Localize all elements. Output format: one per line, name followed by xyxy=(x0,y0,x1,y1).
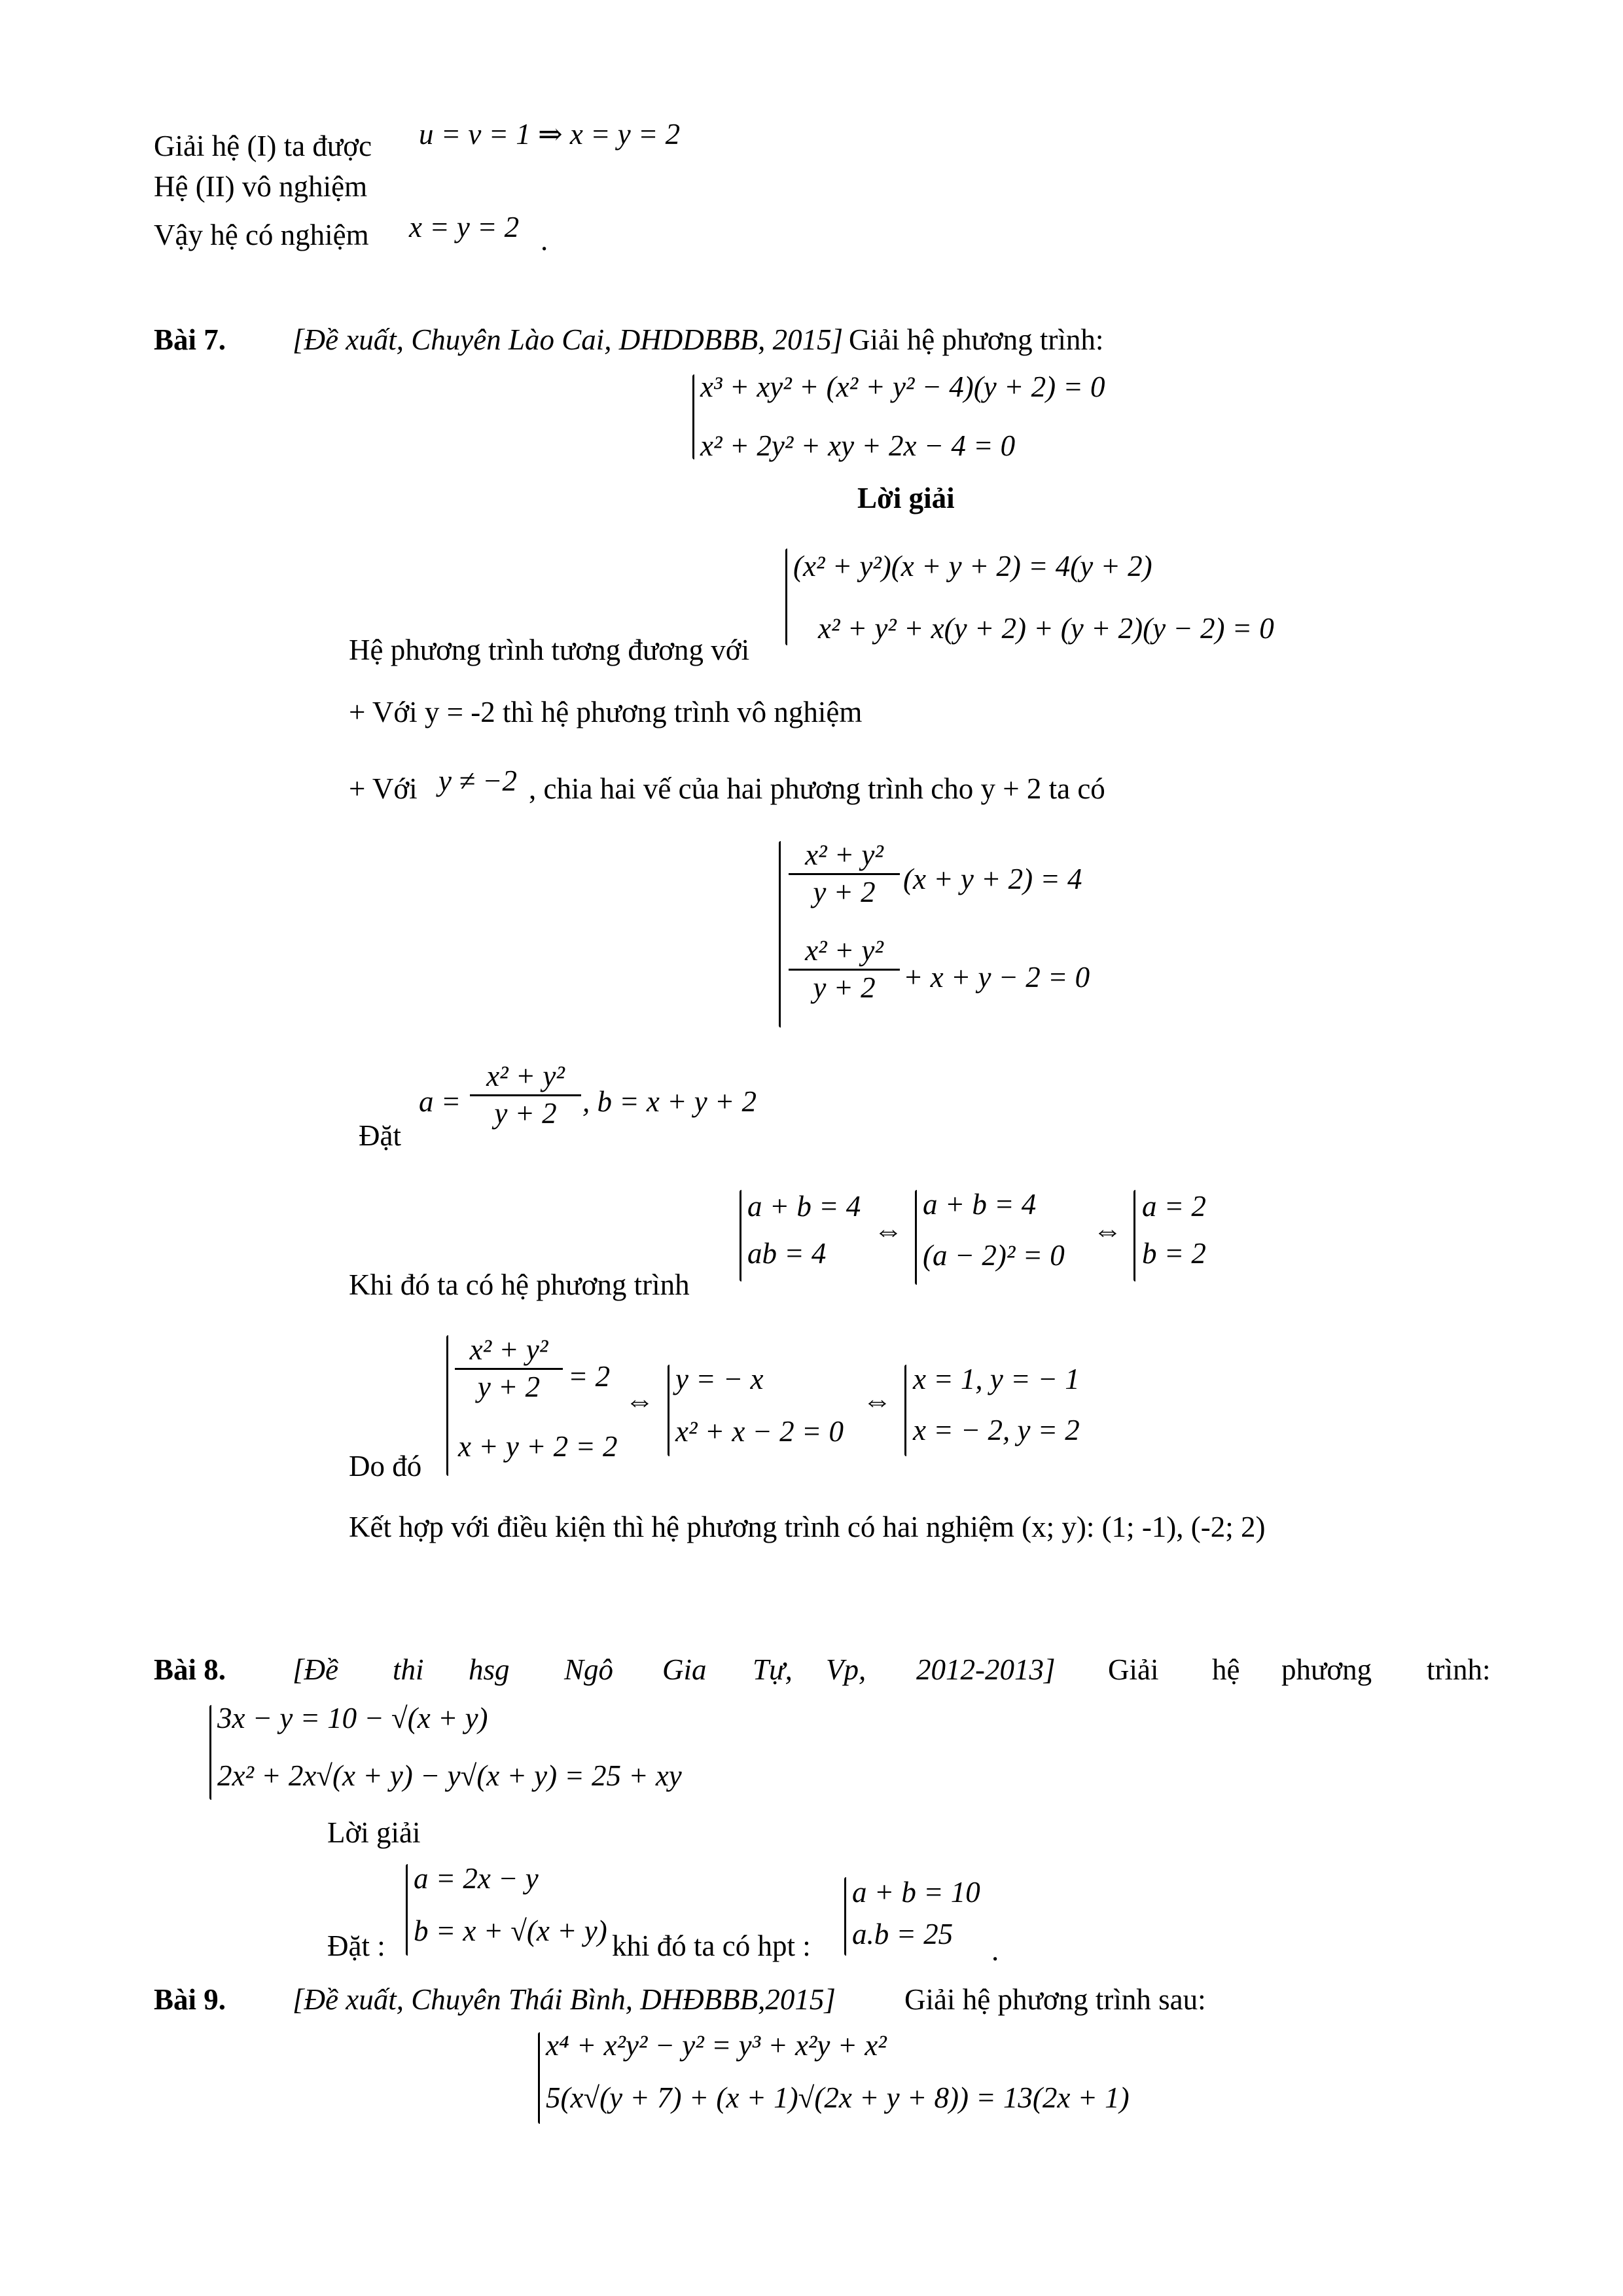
bai7-equiv-eq1: (x² + y²)(x + y + 2) = 4(y + 2) xyxy=(793,550,1152,583)
bai8-source-word: thi xyxy=(393,1653,424,1686)
bai7-sysC-brace xyxy=(1133,1190,1135,1282)
bai8-source-word: Tự, xyxy=(753,1653,793,1686)
equiv-sign: ⇔ xyxy=(874,1214,903,1247)
bai9-label: Bài 9. xyxy=(154,1983,226,2016)
bai7-solution-title: Lời giải xyxy=(857,482,955,514)
fraction-bar xyxy=(789,873,900,875)
bai9-system-brace xyxy=(538,2032,540,2124)
bai8-task-word: trình: xyxy=(1427,1653,1491,1686)
bai7-sysA2: ab = 4 xyxy=(747,1237,827,1270)
bai7-case2-math: y ≠ −2 xyxy=(438,764,518,797)
bai8-source-word: Ngô xyxy=(564,1653,614,1686)
bai7-eq2: x² + 2y² + xy + 2x − 4 = 0 xyxy=(700,429,1016,462)
bai7-sysD-frac xyxy=(455,1334,563,1403)
bai8-source-word: Vp, xyxy=(826,1653,866,1686)
bai7-sysA-brace xyxy=(740,1190,741,1282)
bai8-hpt1: a + b = 10 xyxy=(852,1876,980,1909)
bai8-task-word: Giải xyxy=(1108,1653,1159,1686)
frac-denominator: y + 2 xyxy=(477,1370,541,1403)
bai7-set-label: Đặt xyxy=(359,1119,401,1152)
bai7-sysF1: x = 1, y = − 1 xyxy=(913,1363,1080,1395)
frac-numerator: x² + y² xyxy=(486,1060,565,1092)
bai8-solution-title: Lời giải xyxy=(327,1816,421,1849)
bai7-set-b: , b = x + y + 2 xyxy=(582,1085,757,1118)
bai7-div-eq1-rest: (x + y + 2) = 4 xyxy=(903,863,1082,895)
bai7-label: Bài 7. xyxy=(154,323,226,356)
bai7-div-eq2-rest: + x + y − 2 = 0 xyxy=(903,961,1090,994)
frac-denominator: y + 2 xyxy=(813,875,876,908)
bai8-eq2: 2x² + 2x√(x + y) − y√(x + y) = 25 + xy xyxy=(217,1759,682,1792)
result-period: . xyxy=(541,224,548,257)
bai7-sysA1: a + b = 4 xyxy=(747,1190,861,1223)
bai7-case2-prefix: + Với xyxy=(349,772,418,805)
bai8-source-word: Gia xyxy=(662,1653,707,1686)
bai7-case2-suffix: , chia hai vế của hai phương trình cho y + 2 ta có xyxy=(529,772,1105,805)
bai8-hpt-brace xyxy=(844,1877,846,1956)
bai8-system-brace xyxy=(209,1705,211,1800)
bai7-system-brace xyxy=(692,374,694,459)
fraction-bar xyxy=(455,1368,563,1370)
bai9-eq2: 5(x√(y + 7) + (x + 1)√(2x + y + 8)) = 13(2x + 1) xyxy=(546,2081,1130,2114)
bai7-sysB1: a + b = 4 xyxy=(923,1188,1037,1221)
bai7-set-frac xyxy=(470,1060,581,1130)
bai7-then-text: Khi đó ta có hệ phương trình xyxy=(349,1268,690,1301)
bai7-sysF2: x = − 2, y = 2 xyxy=(913,1414,1080,1446)
bai7-case1: + Với y = -2 thì hệ phương trình vô nghiệm xyxy=(349,696,863,728)
bai8-source-word: [Đề xyxy=(293,1653,338,1686)
result-math-1: u = v = 1 ⇒ x = y = 2 xyxy=(419,118,681,151)
bai7-frac-1 xyxy=(789,839,900,908)
bai9-eq1: x⁴ + x²y² − y² = y³ + x²y + x² xyxy=(546,2029,887,2062)
bai7-sysC1: a = 2 xyxy=(1142,1190,1206,1223)
bai7-task: Giải hệ phương trình: xyxy=(849,323,1104,356)
bai7-equiv-brace xyxy=(785,548,787,645)
bai8-then-text: khi đó ta có hpt : xyxy=(612,1929,811,1962)
bai7-sysE2: x² + x − 2 = 0 xyxy=(675,1415,844,1448)
result-text-2: Hệ (II) vô nghiệm xyxy=(154,170,368,203)
bai7-conclusion: Kết hợp với điều kiện thì hệ phương trình có hai nghiệm (x; y): (1; -1), (-2; 2) xyxy=(349,1511,1266,1543)
bai8-task-word: phương xyxy=(1281,1653,1372,1686)
bai7-sysD2: x + y + 2 = 2 xyxy=(458,1430,618,1463)
bai7-set-a: a = xyxy=(419,1085,461,1118)
bai7-sysD1-rest: = 2 xyxy=(568,1360,611,1393)
bai8-set-label: Đặt : xyxy=(327,1929,385,1962)
bai7-sysF-brace xyxy=(904,1365,906,1456)
bai8-end: . xyxy=(991,1934,999,1967)
fraction-bar xyxy=(470,1094,581,1096)
frac-denominator: y + 2 xyxy=(494,1096,557,1130)
bai7-frac-2 xyxy=(789,935,900,1004)
bai7-sysC2: b = 2 xyxy=(1142,1237,1206,1270)
bai7-sysE1: y = − x xyxy=(675,1363,764,1395)
result-text-1: Giải hệ (I) ta được xyxy=(154,130,372,162)
bai7-eq1: x³ + xy² + (x² + y² − 4)(y + 2) = 0 xyxy=(700,370,1105,403)
bai9-task: Giải hệ phương trình sau: xyxy=(904,1983,1206,2016)
result-text-3: Vậy hệ có nghiệm xyxy=(154,219,369,251)
bai7-sysB2: (a − 2)² = 0 xyxy=(923,1239,1065,1272)
bai7-sysB-brace xyxy=(915,1190,917,1285)
fraction-bar xyxy=(789,969,900,971)
frac-denominator: y + 2 xyxy=(813,971,876,1004)
equiv-sign: ⇔ xyxy=(1093,1214,1122,1247)
bai8-source-word: hsg xyxy=(469,1653,510,1686)
bai8-task-word: hệ xyxy=(1212,1653,1240,1686)
bai7-equiv-eq2: x² + y² + x(y + 2) + (y + 2)(y − 2) = 0 xyxy=(818,612,1274,645)
frac-numerator: x² + y² xyxy=(805,934,883,967)
bai8-set-brace xyxy=(406,1864,408,1956)
bai7-sysD-brace xyxy=(446,1335,448,1476)
bai7-sysE-brace xyxy=(668,1365,669,1456)
bai7-source: [Đề xuất, Chuyên Lào Cai, DHDDBBB, 2015] xyxy=(293,323,844,356)
frac-numerator: x² + y² xyxy=(469,1333,548,1366)
bai8-eq1: 3x − y = 10 − √(x + y) xyxy=(217,1702,488,1734)
bai8-set2: b = x + √(x + y) xyxy=(414,1914,607,1947)
bai8-source-word: 2012-2013] xyxy=(916,1653,1056,1686)
bai8-set1: a = 2x − y xyxy=(414,1862,539,1895)
bai7-divided-brace xyxy=(779,841,781,1028)
result-math-3: x = y = 2 xyxy=(409,211,520,243)
bai7-equiv-text: Hệ phương trình tương đương với xyxy=(349,634,750,666)
bai9-source: [Đề xuất, Chuyên Thái Bình, DHĐBBB,2015] xyxy=(293,1983,836,2016)
bai8-label: Bài 8. xyxy=(154,1653,226,1686)
bai7-hence-text: Do đó xyxy=(349,1450,422,1482)
equiv-sign: ⇔ xyxy=(625,1384,654,1417)
equiv-sign: ⇔ xyxy=(863,1384,892,1417)
bai8-hpt2: a.b = 25 xyxy=(852,1918,954,1950)
frac-numerator: x² + y² xyxy=(805,838,883,871)
